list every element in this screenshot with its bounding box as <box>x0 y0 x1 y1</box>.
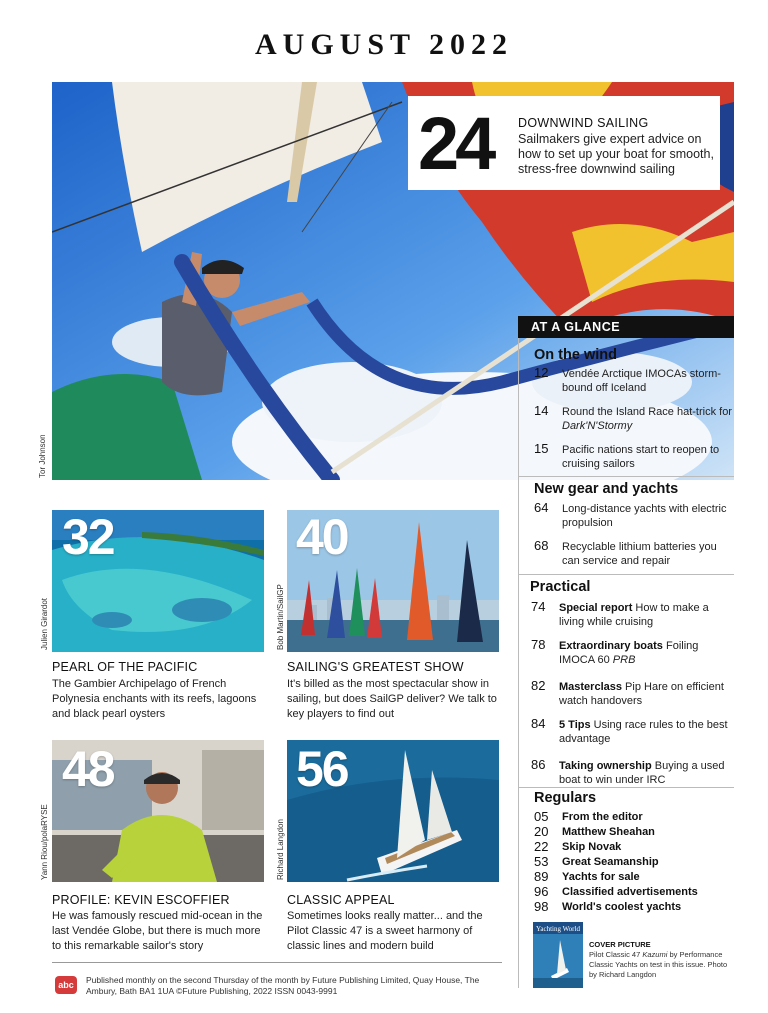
regular-text: Matthew Sheahan <box>562 826 655 838</box>
item-text: Pacific nations start to reopen to cruising sailors <box>562 444 720 470</box>
item-page: 84 <box>531 716 546 731</box>
item-page: 12 <box>534 365 549 380</box>
item-page: 78 <box>531 637 546 652</box>
item-text: Extraordinary boats Foiling IMOCA 60 PRB <box>559 640 699 666</box>
item-text: Round the Island Race hat-trick for Dark'N'Stormy <box>562 406 732 432</box>
masthead-date: AUGUST 2022 <box>255 28 513 61</box>
feature-text: He was famously rescued mid-ocean in the last Vendée Globe, but there is much more to this remarkable sailor's story <box>52 910 263 952</box>
cover-brand: Yachting World <box>536 925 580 933</box>
regular-page: 98 <box>534 899 549 914</box>
section-title-new-gear: New gear and yachts <box>534 481 679 497</box>
regular-page: 22 <box>534 839 549 854</box>
abc-logo: abc <box>55 976 77 994</box>
regular-page: 20 <box>534 824 549 839</box>
regular-text: Classified advertisements <box>562 886 698 898</box>
section-title-on-the-wind: On the wind <box>534 347 617 363</box>
feature-text: Sometimes looks really matter... and the Pilot Classic 47 is a sweet harmony of classic lines and modern build <box>287 910 483 952</box>
item-text: Long-distance yachts with electric propulsion <box>562 503 727 529</box>
photo-credit: Julien Girardot <box>40 597 49 650</box>
feature-heading: SAILING'S GREATEST SHOW <box>287 660 464 674</box>
section-rule <box>519 574 734 575</box>
item-text: 5 Tips Using race rules to the best advantage <box>559 719 728 745</box>
item-page: 14 <box>534 403 549 418</box>
item-page: 82 <box>531 678 546 693</box>
lead-heading: DOWNWIND SAILING <box>518 116 649 130</box>
feature-page-number: 48 <box>62 741 114 797</box>
regular-text: Yachts for sale <box>562 871 640 883</box>
regular-text: World's coolest yachts <box>562 901 682 913</box>
lead-text: Sailmakers give expert advice on how to set up your boat for smooth, stress-free downwind sailing <box>518 132 714 176</box>
photo-credit: Richard Langdon <box>276 819 285 880</box>
item-page: 64 <box>534 500 549 515</box>
feature-page-number: 32 <box>62 509 114 565</box>
item-text: Recyclable lithium batteries you can service and repair <box>562 541 717 567</box>
item-page: 68 <box>534 538 549 553</box>
glance-label: AT A GLANCE <box>531 320 621 334</box>
photo-credit: Bob Martin/SailGP <box>276 584 285 650</box>
feature-page-number: 40 <box>296 509 348 565</box>
sidebar-divider <box>518 338 519 988</box>
feature-page-number: 56 <box>296 741 348 797</box>
lead-page-number: 24 <box>418 102 493 185</box>
publisher-info: Published monthly on the second Thursday of the month by Future Publishing Limited, Quay House, The Ambury, Bath BA1 1UA ©Future Publishing, 2022 ISSN 0043-9991 <box>86 975 480 996</box>
item-page: 74 <box>531 599 546 614</box>
cover-thumbnail <box>533 922 583 988</box>
regular-text: Skip Novak <box>562 841 622 853</box>
section-rule <box>519 787 734 788</box>
cover-text: Pilot Classic 47 Kazumi by Performance Classic Yachts on test in this issue. Photo by Richard Langdon <box>589 950 728 979</box>
feature-text: It's billed as the most spectacular show in sailing, but does SailGP deliver? We talk to key players to find out <box>287 678 497 720</box>
hero-photo-credit: Tor Johnson <box>38 434 47 478</box>
item-page: 86 <box>531 757 546 772</box>
item-text: Special report How to make a living while cruising <box>559 602 709 628</box>
feature-heading: PROFILE: KEVIN ESCOFFIER <box>52 893 230 907</box>
regular-text: Great Seamanship <box>562 856 659 868</box>
section-title-regulars: Regulars <box>534 790 597 806</box>
feature-text: The Gambier Archipelago of French Polynesia enchants with its reefs, lagoons and black pearl oysters <box>52 678 257 720</box>
section-title-practical: Practical <box>530 579 591 595</box>
footer-rule <box>52 962 502 963</box>
section-rule <box>519 476 734 477</box>
regular-page: 96 <box>534 884 549 899</box>
photo-credit: Yann Riou/polaRYSE <box>40 804 49 880</box>
item-text: Vendée Arctique IMOCAs storm-bound off Iceland <box>562 368 721 394</box>
item-text: Masterclass Pip Hare on efficient watch handovers <box>559 681 724 707</box>
feature-heading: CLASSIC APPEAL <box>287 893 395 907</box>
regular-text: From the editor <box>562 811 643 823</box>
cover-heading: COVER PICTURE <box>589 940 651 949</box>
regular-page: 05 <box>534 809 549 824</box>
item-page: 15 <box>534 441 549 456</box>
feature-heading: PEARL OF THE PACIFIC <box>52 660 198 674</box>
item-text: Taking ownership Buying a used boat to win under IRC <box>559 760 725 786</box>
regular-page: 53 <box>534 854 549 869</box>
regular-page: 89 <box>534 869 549 884</box>
